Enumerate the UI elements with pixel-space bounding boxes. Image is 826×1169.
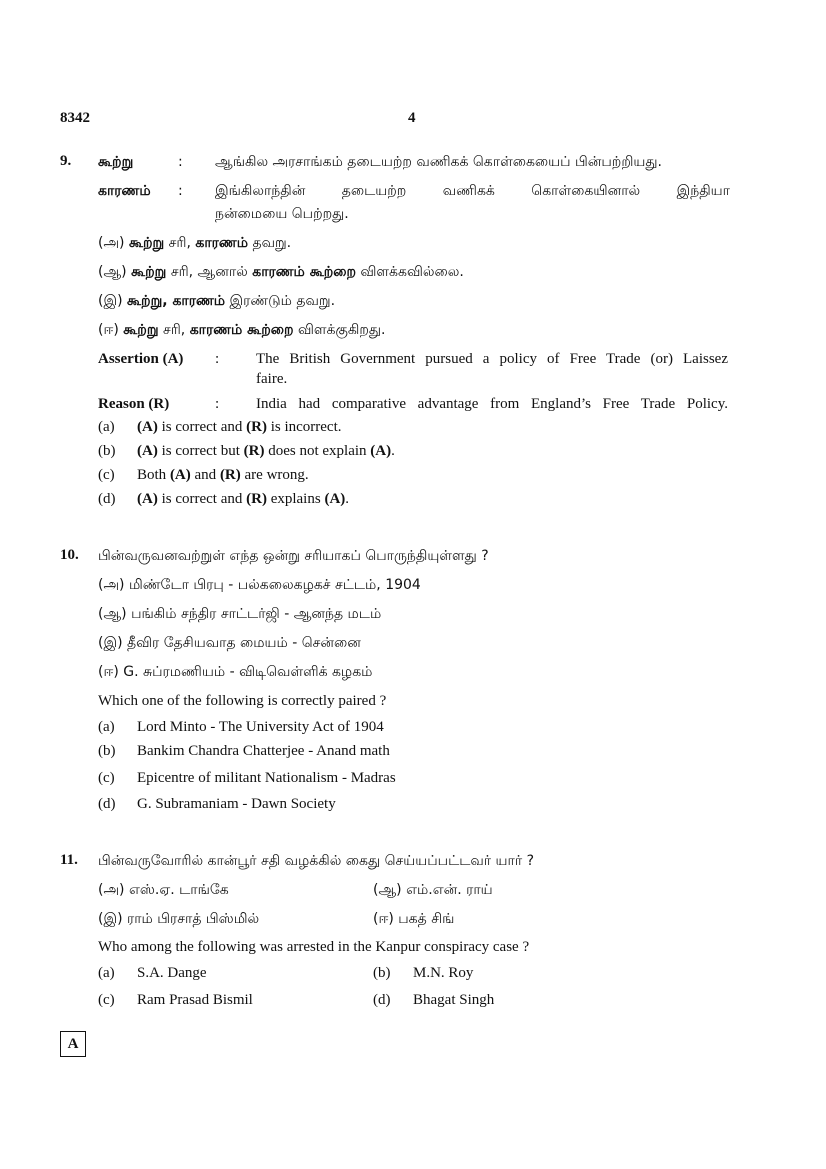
option-text: does not explain (264, 443, 371, 459)
option-en (137, 488, 349, 510)
option-text: தவறு. (248, 235, 292, 251)
question-number: 9. (60, 153, 72, 169)
option-text: Bhagat Singh (413, 992, 495, 1008)
option-marker: (d) (98, 491, 116, 507)
option-marker: (b) (98, 443, 116, 459)
option-ta (98, 231, 291, 255)
option-text: are wrong. (240, 467, 309, 483)
option-bold: (R) (243, 443, 265, 459)
option-ta (373, 907, 454, 931)
question-number: 11. (60, 852, 78, 868)
option-marker: (ஈ) (98, 322, 119, 338)
option-text: is incorrect. (266, 419, 342, 435)
booklet-series-box: A (60, 1031, 86, 1057)
question-en: Which one of the following is correctly paired ? (98, 693, 387, 709)
reason-ta-line-1: இங்கிலாந்தின் தடையற்ற வணிகக் கொள்கையினால் இந்தியா (215, 183, 730, 199)
assertion-ta-label: கூற்று (98, 154, 134, 170)
option-marker: (ஆ) (98, 606, 127, 622)
option-marker: (அ) (98, 882, 125, 898)
option-bold: (A) (169, 467, 191, 483)
option-marker: (ஈ) (98, 664, 119, 680)
option-text: இரண்டும் தவறு. (225, 293, 336, 309)
option-text: . (391, 443, 395, 459)
option-ta (98, 318, 385, 342)
reason-en-text: India had comparative advantage from England’s Free Trade Policy. (256, 396, 728, 412)
option-ta (98, 602, 381, 626)
option-en (137, 416, 342, 438)
option-text: . (345, 491, 350, 507)
option-bold: காரணம் கூற்றை (252, 264, 357, 280)
option-bold: கூற்று (131, 264, 167, 280)
option-marker: (a) (98, 719, 115, 735)
option-text: and (190, 467, 220, 483)
option-ta (98, 631, 361, 655)
option-text: Lord Minto - The University Act of 1904 (137, 719, 384, 735)
option-text: is correct but (157, 443, 244, 459)
option-en (137, 440, 395, 462)
option-marker: (a) (98, 965, 115, 981)
option-marker: (அ) (98, 577, 125, 593)
option-bold: (A) (137, 491, 158, 507)
option-bold: (R) (246, 491, 267, 507)
option-text: விளக்கவில்லை. (356, 264, 464, 280)
option-text: பகத் சிங் (398, 911, 455, 927)
reason-ta-line-2: நன்மையை பெற்றது. (215, 206, 349, 222)
option-text: Epicentre of militant Nationalism - Madras (137, 770, 396, 786)
option-marker: (c) (98, 770, 115, 786)
option-bold: காரணம் (195, 235, 248, 251)
colon: : (215, 351, 220, 367)
option-bold: (R) (246, 419, 267, 435)
colon: : (215, 396, 220, 412)
option-marker: (அ) (98, 235, 125, 251)
option-ta (373, 878, 493, 902)
option-text: மிண்டோ பிரபு - பல்கலைகழகச் சட்டம், 1904 (128, 577, 421, 593)
paper-code: 8342 (60, 110, 90, 126)
option-bold: காரணம் கூற்றை (189, 322, 294, 338)
option-bold: (A) (324, 491, 346, 507)
option-marker: (இ) (98, 911, 123, 927)
option-text: Both (137, 467, 170, 483)
option-marker: (b) (373, 965, 391, 981)
assertion-ta-text: ஆங்கில அரசாங்கம் தடையற்ற வணிகக் கொள்கையைப் பின்பற்றியது. (215, 154, 662, 170)
option-text: சரி, (158, 322, 190, 338)
option-text: is correct and (157, 419, 247, 435)
option-text: explains (266, 491, 325, 507)
option-text: ராம் பிரசாத் பிஸ்மில் (127, 911, 260, 927)
colon: : (178, 183, 183, 199)
option-text: Ram Prasad Bismil (137, 992, 253, 1008)
question-number: 10. (60, 547, 79, 563)
assertion-en-line-2: faire. (256, 371, 288, 387)
option-ta (98, 660, 372, 684)
option-en (137, 464, 309, 486)
reason-ta-label: காரணம் (98, 183, 151, 199)
question-ta: பின்வருவோரில் கான்பூர் சதி வழக்கில் கைது செய்யப்பட்டவர் யார் ? (98, 853, 535, 869)
option-marker: (c) (98, 992, 115, 1008)
option-text: விளக்குகிறது. (293, 322, 386, 338)
question-en: Who among the following was arrested in the Kanpur conspiracy case ? (98, 939, 530, 955)
option-bold: (R) (219, 467, 241, 483)
option-text: சரி, (164, 235, 196, 251)
option-ta (98, 260, 464, 284)
option-bold: (A) (137, 419, 158, 435)
option-text: G. Subramaniam - Dawn Society (137, 796, 336, 812)
colon: : (178, 154, 183, 170)
option-bold: கூற்று (128, 235, 165, 251)
option-marker: (ஈ) (373, 911, 394, 927)
option-text: Bankim Chandra Chatterjee - Anand math (137, 743, 390, 759)
option-marker: (d) (373, 992, 391, 1008)
assertion-en-label: Assertion (A) (98, 351, 184, 367)
option-bold: கூற்று, காரணம் (127, 293, 226, 309)
option-ta (98, 907, 259, 931)
option-text: தீவிர தேசியவாத மையம் - சென்னை (127, 635, 361, 651)
option-text: எம்.என். ராய் (406, 882, 493, 898)
option-text: is correct and (157, 491, 247, 507)
question-ta: பின்வருவனவற்றுள் எந்த ஒன்று சரியாகப் பொருந்தியுள்ளது ? (98, 548, 489, 564)
reason-en-label: Reason (R) (98, 396, 170, 412)
option-ta (98, 573, 421, 597)
option-bold: (A) (137, 443, 158, 459)
option-marker: (c) (98, 467, 115, 483)
option-marker: (a) (98, 419, 115, 435)
option-text: சரி, ஆனால் (166, 264, 253, 280)
option-text: எஸ்.ஏ. டாங்கே (128, 882, 229, 898)
option-bold: (A) (370, 443, 392, 459)
option-marker: (இ) (98, 635, 123, 651)
assertion-en-line-1: The British Government pursued a policy of Free Trade (or) Laissez (256, 351, 728, 367)
option-marker: (ஆ) (98, 264, 127, 280)
option-text: G. சுப்ரமணியம் - விடிவெள்ளிக் கழகம் (123, 664, 373, 680)
page-number: 4 (408, 110, 416, 126)
option-text: M.N. Roy (413, 965, 474, 981)
option-ta (98, 878, 229, 902)
option-ta (98, 289, 335, 313)
option-text: பங்கிம் சந்திர சாட்டர்ஜி - ஆனந்த மடம் (131, 606, 382, 622)
option-marker: (d) (98, 796, 116, 812)
option-marker: (ஆ) (373, 882, 402, 898)
option-marker: (b) (98, 743, 116, 759)
option-bold: கூற்று (123, 322, 159, 338)
option-marker: (இ) (98, 293, 123, 309)
option-text: S.A. Dange (137, 965, 207, 981)
